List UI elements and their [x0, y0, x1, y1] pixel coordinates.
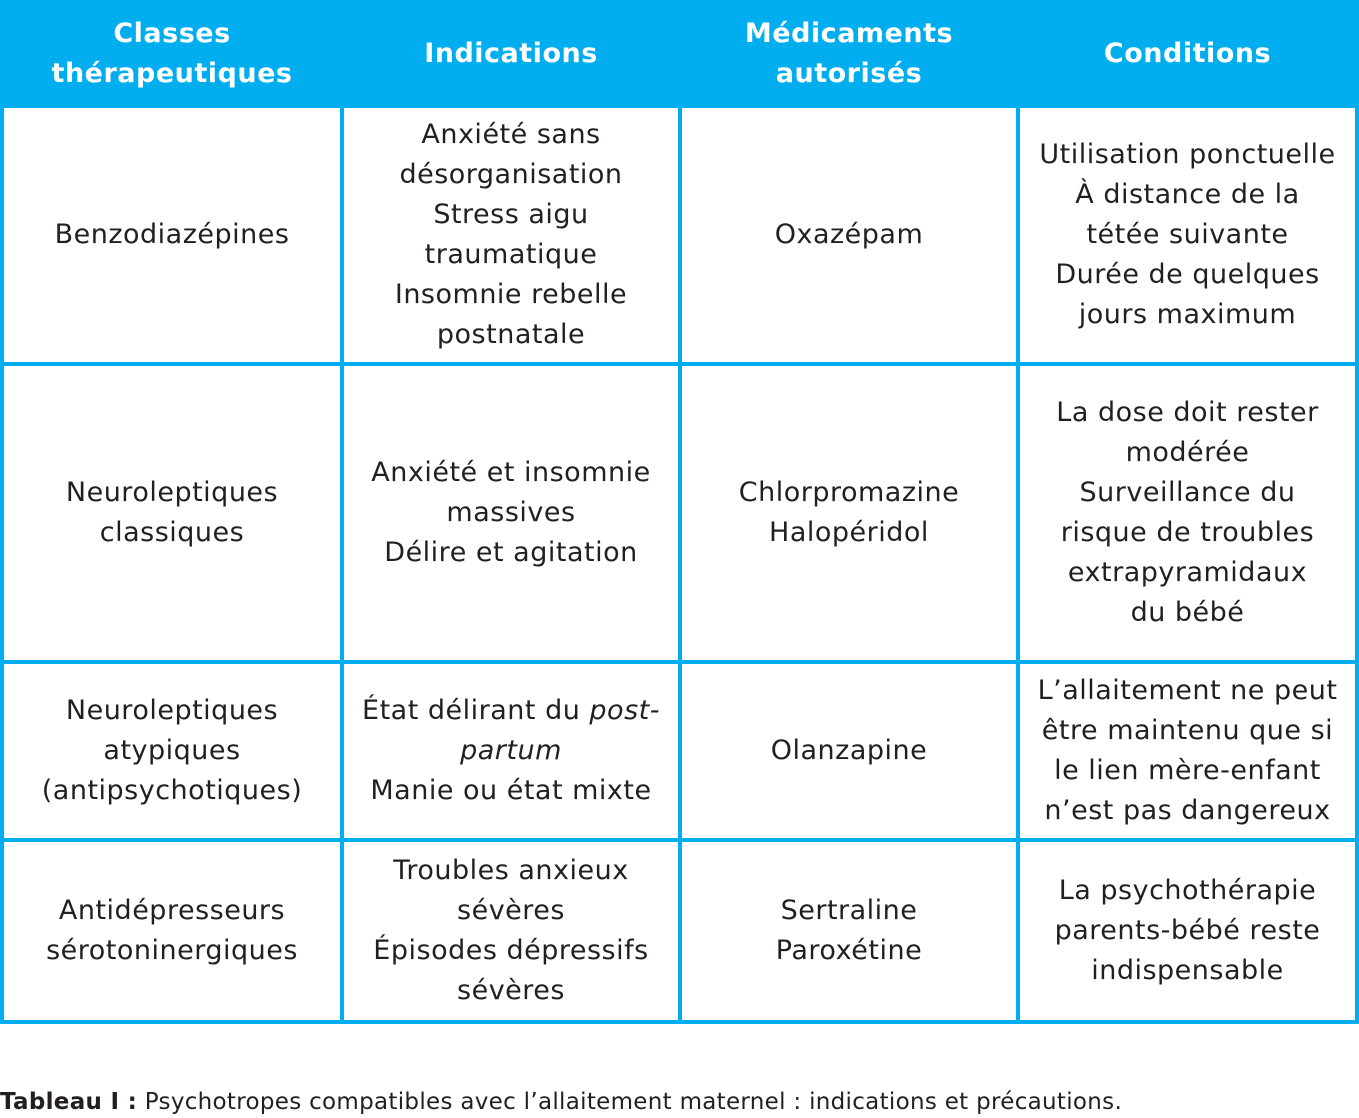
cell-text: Anxiété sans	[421, 119, 601, 150]
cell-text: Stress aigu	[433, 199, 589, 230]
cell-text: La psychothérapie	[1058, 875, 1317, 906]
cell-text: massives	[446, 497, 576, 528]
cell-conditions	[1018, 364, 1357, 662]
table-caption	[0, 1086, 1122, 1118]
cell-text: Oxazépam	[774, 219, 924, 250]
cell-conditions	[1018, 840, 1357, 1022]
cell-text: sévères	[457, 975, 565, 1006]
cell-indications	[342, 106, 680, 364]
cell-text: postnatale	[436, 319, 586, 350]
cell-classe	[2, 662, 342, 840]
cell-text-normal: État délirant du	[362, 695, 590, 726]
cell-text: Neuroleptiques	[65, 477, 279, 508]
cell-text: sérotoninergiques	[46, 935, 298, 966]
cell-text: Durée de quelques	[1055, 259, 1320, 290]
cell-conditions	[1018, 662, 1357, 840]
cell-text: jours maximum	[1078, 299, 1297, 330]
cell-text	[358, 691, 664, 731]
header-text: Médicaments	[744, 18, 954, 49]
header-medicaments	[680, 2, 1018, 106]
cell-text: sévères	[457, 895, 565, 926]
cell-text: être maintenu que si	[1041, 715, 1334, 746]
cell-classe	[2, 106, 342, 364]
cell-text: Paroxétine	[775, 935, 923, 966]
cell-text: Neuroleptiques	[65, 695, 279, 726]
cell-classe	[2, 840, 342, 1022]
header-text: Conditions	[1103, 38, 1272, 69]
cell-text: Benzodiazépines	[54, 219, 290, 250]
cell-text: modérée	[1125, 437, 1250, 468]
cell-text-italic: post-	[589, 695, 660, 726]
cell-text: tétée suivante	[1086, 219, 1289, 250]
table-row	[2, 364, 1357, 662]
cell-indications	[342, 364, 680, 662]
cell-text: parents-bébé reste	[1054, 915, 1321, 946]
cell-text: Épisodes dépressifs	[373, 935, 649, 966]
cell-text: Insomnie rebelle	[394, 279, 628, 310]
caption-text: Psychotropes compatibles avec l’allaitement maternel : indications et précautions.	[137, 1089, 1123, 1115]
cell-text: traumatique	[424, 239, 598, 270]
cell-text: atypiques	[103, 735, 241, 766]
cell-text: extrapyramidaux	[1067, 557, 1308, 588]
cell-text: Antidépresseurs	[58, 895, 286, 926]
cell-text: indispensable	[1091, 955, 1284, 986]
caption-label: Tableau I :	[0, 1089, 138, 1115]
cell-indications	[342, 840, 680, 1022]
cell-medicaments	[680, 364, 1018, 662]
cell-text: La dose doit rester	[1056, 397, 1319, 428]
cell-text: Sertraline	[780, 895, 918, 926]
cell-text: Olanzapine	[770, 735, 928, 766]
cell-medicaments	[680, 106, 1018, 364]
cell-text: Délire et agitation	[384, 537, 638, 568]
table-row	[2, 662, 1357, 840]
cell-indications	[342, 662, 680, 840]
header-indications	[342, 2, 680, 106]
cell-text: classiques	[99, 517, 245, 548]
cell-medicaments	[680, 662, 1018, 840]
cell-text: Troubles anxieux	[393, 855, 629, 886]
cell-text: Utilisation ponctuelle	[1039, 139, 1336, 170]
cell-text: du bébé	[1130, 597, 1245, 628]
cell-text-italic: partum	[460, 735, 562, 766]
cell-classe	[2, 364, 342, 662]
cell-text: désorganisation	[399, 159, 623, 190]
cell-text: (antipsychotiques)	[41, 775, 303, 806]
cell-text: n’est pas dangereux	[1044, 795, 1331, 826]
header-text: autorisés	[775, 58, 923, 89]
cell-text: Halopéridol	[769, 517, 929, 548]
cell-text: L’allaitement ne peut	[1037, 675, 1338, 706]
header-row	[2, 2, 1357, 106]
cell-text: Surveillance du	[1079, 477, 1296, 508]
header-classes	[2, 2, 342, 106]
header-text: Classes	[113, 18, 231, 49]
cell-text: À distance de la	[1075, 179, 1300, 210]
cell-text: Anxiété et insomnie	[371, 457, 651, 488]
header-text: Indications	[424, 38, 598, 69]
header-conditions	[1018, 2, 1357, 106]
table-row	[2, 106, 1357, 364]
cell-text: risque de troubles	[1060, 517, 1315, 548]
header-text: thérapeutiques	[51, 58, 293, 89]
cell-text: Manie ou état mixte	[370, 775, 652, 806]
cell-medicaments	[680, 840, 1018, 1022]
table-row	[2, 840, 1357, 1022]
cell-text: le lien mère-enfant	[1054, 755, 1321, 786]
cell-text	[358, 731, 664, 771]
cell-text: Chlorpromazine	[738, 477, 960, 508]
cell-conditions	[1018, 106, 1357, 364]
